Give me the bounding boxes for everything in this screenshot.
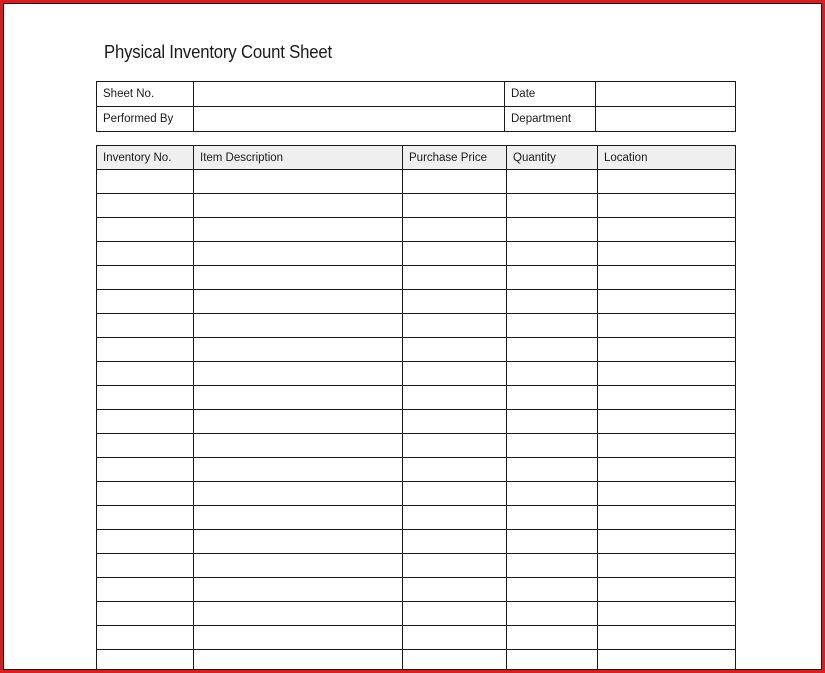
location-cell[interactable] — [598, 170, 736, 194]
quantity-cell[interactable] — [507, 170, 598, 194]
quantity-cell[interactable] — [507, 338, 598, 362]
table-row — [97, 602, 736, 626]
location-cell[interactable] — [598, 362, 736, 386]
quantity-cell[interactable] — [507, 266, 598, 290]
sheet-info-table — [96, 81, 736, 132]
table-row — [97, 482, 736, 506]
purchase-price-cell[interactable] — [403, 650, 507, 673]
quantity-cell[interactable] — [507, 314, 598, 338]
location-cell[interactable] — [598, 626, 736, 650]
purchase-price-cell[interactable] — [403, 362, 507, 386]
purchase-price-cell[interactable] — [403, 434, 507, 458]
col-header-item-description: Item Description — [194, 146, 403, 170]
table-row — [97, 506, 736, 530]
table-row — [97, 650, 736, 673]
purchase-price-cell[interactable] — [403, 626, 507, 650]
inventory-no-cell[interactable] — [97, 554, 194, 578]
page-title: Physical Inventory Count Sheet — [104, 42, 332, 62]
department-field[interactable] — [596, 107, 736, 132]
table-row — [97, 266, 736, 290]
purchase-price-cell[interactable] — [403, 290, 507, 314]
quantity-cell[interactable] — [507, 194, 598, 218]
purchase-price-cell[interactable] — [403, 458, 507, 482]
location-cell[interactable] — [598, 506, 736, 530]
purchase-price-cell[interactable] — [403, 410, 507, 434]
inventory-no-cell[interactable] — [97, 338, 194, 362]
location-cell[interactable] — [598, 578, 736, 602]
item-description-cell[interactable] — [194, 650, 403, 673]
purchase-price-cell[interactable] — [403, 218, 507, 242]
location-cell[interactable] — [598, 194, 736, 218]
location-cell[interactable] — [598, 482, 736, 506]
purchase-price-cell[interactable] — [403, 338, 507, 362]
location-cell[interactable] — [598, 314, 736, 338]
location-cell[interactable] — [598, 554, 736, 578]
quantity-cell[interactable] — [507, 482, 598, 506]
inventory-table — [96, 145, 736, 673]
inventory-no-cell[interactable] — [97, 242, 194, 266]
table-row — [97, 218, 736, 242]
purchase-price-cell[interactable] — [403, 602, 507, 626]
table-row — [97, 410, 736, 434]
item-description-cell[interactable] — [194, 410, 403, 434]
purchase-price-cell[interactable] — [403, 194, 507, 218]
quantity-cell[interactable] — [507, 554, 598, 578]
inventory-no-cell[interactable] — [97, 218, 194, 242]
quantity-cell[interactable] — [507, 458, 598, 482]
item-description-cell[interactable] — [194, 170, 403, 194]
table-row — [97, 434, 736, 458]
item-description-cell[interactable] — [194, 482, 403, 506]
inventory-no-cell[interactable] — [97, 602, 194, 626]
quantity-cell[interactable] — [507, 410, 598, 434]
col-header-location: Location — [598, 146, 736, 170]
performed-by-field[interactable] — [194, 107, 505, 132]
purchase-price-cell[interactable] — [403, 578, 507, 602]
col-header-quantity: Quantity — [507, 146, 598, 170]
table-row — [97, 242, 736, 266]
table-header-row — [97, 146, 736, 170]
item-description-cell[interactable] — [194, 194, 403, 218]
location-cell[interactable] — [598, 410, 736, 434]
table-row — [97, 530, 736, 554]
inventory-no-cell[interactable] — [97, 482, 194, 506]
item-description-cell[interactable] — [194, 290, 403, 314]
location-cell[interactable] — [598, 458, 736, 482]
inventory-no-cell[interactable] — [97, 626, 194, 650]
table-row — [97, 314, 736, 338]
table-row — [97, 554, 736, 578]
item-description-cell[interactable] — [194, 314, 403, 338]
purchase-price-cell[interactable] — [403, 554, 507, 578]
date-field[interactable] — [596, 82, 736, 107]
date-label: Date — [505, 82, 596, 107]
quantity-cell[interactable] — [507, 242, 598, 266]
table-row — [97, 338, 736, 362]
purchase-price-cell[interactable] — [403, 386, 507, 410]
inventory-no-cell[interactable] — [97, 194, 194, 218]
item-description-cell[interactable] — [194, 362, 403, 386]
quantity-cell[interactable] — [507, 290, 598, 314]
inventory-no-cell[interactable] — [97, 266, 194, 290]
purchase-price-cell[interactable] — [403, 482, 507, 506]
location-cell[interactable] — [598, 386, 736, 410]
location-cell[interactable] — [598, 242, 736, 266]
purchase-price-cell[interactable] — [403, 314, 507, 338]
location-cell[interactable] — [598, 290, 736, 314]
item-description-cell[interactable] — [194, 578, 403, 602]
quantity-cell[interactable] — [507, 578, 598, 602]
quantity-cell[interactable] — [507, 506, 598, 530]
col-header-purchase-price: Purchase Price — [403, 146, 507, 170]
inventory-no-cell[interactable] — [97, 410, 194, 434]
table-row — [97, 386, 736, 410]
inventory-no-cell[interactable] — [97, 650, 194, 673]
location-cell[interactable] — [598, 434, 736, 458]
item-description-cell[interactable] — [194, 338, 403, 362]
item-description-cell[interactable] — [194, 626, 403, 650]
inventory-no-cell[interactable] — [97, 458, 194, 482]
item-description-cell[interactable] — [194, 530, 403, 554]
inventory-no-cell[interactable] — [97, 506, 194, 530]
table-row — [97, 362, 736, 386]
inventory-no-cell[interactable] — [97, 386, 194, 410]
inventory-no-cell[interactable] — [97, 170, 194, 194]
quantity-cell[interactable] — [507, 434, 598, 458]
location-cell[interactable] — [598, 650, 736, 673]
table-row — [97, 170, 736, 194]
location-cell[interactable] — [598, 338, 736, 362]
quantity-cell[interactable] — [507, 626, 598, 650]
quantity-cell[interactable] — [507, 602, 598, 626]
quantity-cell[interactable] — [507, 650, 598, 673]
location-cell[interactable] — [598, 266, 736, 290]
inventory-no-cell[interactable] — [97, 362, 194, 386]
item-description-cell[interactable] — [194, 506, 403, 530]
purchase-price-cell[interactable] — [403, 242, 507, 266]
item-description-cell[interactable] — [194, 458, 403, 482]
sheet-no-label: Sheet No. — [97, 82, 194, 107]
location-cell[interactable] — [598, 530, 736, 554]
purchase-price-cell[interactable] — [403, 530, 507, 554]
item-description-cell[interactable] — [194, 218, 403, 242]
inventory-no-cell[interactable] — [97, 290, 194, 314]
purchase-price-cell[interactable] — [403, 506, 507, 530]
quantity-cell[interactable] — [507, 218, 598, 242]
item-description-cell[interactable] — [194, 602, 403, 626]
item-description-cell[interactable] — [194, 242, 403, 266]
inventory-no-cell[interactable] — [97, 530, 194, 554]
table-row — [97, 290, 736, 314]
table-row — [97, 458, 736, 482]
sheet-no-field[interactable] — [194, 82, 505, 107]
item-description-cell[interactable] — [194, 554, 403, 578]
item-description-cell[interactable] — [194, 434, 403, 458]
col-header-inventory-no: Inventory No. — [97, 146, 194, 170]
info-row — [97, 82, 736, 107]
location-cell[interactable] — [598, 218, 736, 242]
quantity-cell[interactable] — [507, 530, 598, 554]
purchase-price-cell[interactable] — [403, 170, 507, 194]
table-row — [97, 194, 736, 218]
department-label: Department — [505, 107, 596, 132]
item-description-cell[interactable] — [194, 266, 403, 290]
item-description-cell[interactable] — [194, 386, 403, 410]
inventory-no-cell[interactable] — [97, 578, 194, 602]
table-row — [97, 578, 736, 602]
inventory-no-cell[interactable] — [97, 434, 194, 458]
info-row — [97, 107, 736, 132]
performed-by-label: Performed By — [97, 107, 194, 132]
table-row — [97, 626, 736, 650]
inventory-no-cell[interactable] — [97, 314, 194, 338]
location-cell[interactable] — [598, 602, 736, 626]
purchase-price-cell[interactable] — [403, 266, 507, 290]
quantity-cell[interactable] — [507, 386, 598, 410]
quantity-cell[interactable] — [507, 362, 598, 386]
